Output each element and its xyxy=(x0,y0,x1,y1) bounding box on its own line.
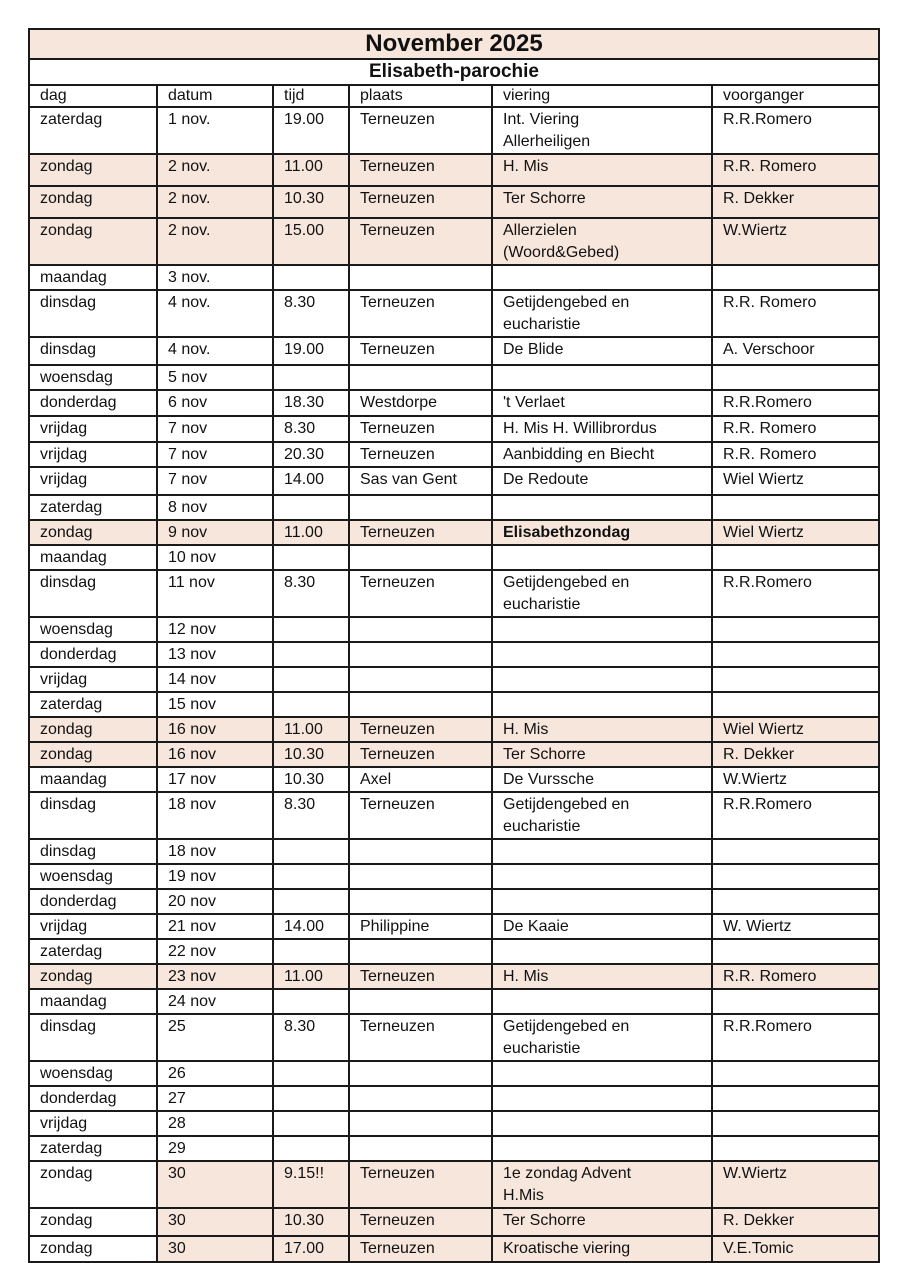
cell-dag: zaterdag xyxy=(29,692,157,717)
table-row xyxy=(29,939,879,964)
table-row xyxy=(29,390,879,416)
cell-voorganger xyxy=(712,495,879,520)
cell-viering xyxy=(492,939,712,964)
cell-viering: 't Verlaet xyxy=(492,390,712,416)
cell-dag: zondag xyxy=(29,520,157,545)
cell-dag: zaterdag xyxy=(29,1136,157,1161)
cell-datum: 8 nov xyxy=(157,495,273,520)
cell-datum: 15 nov xyxy=(157,692,273,717)
cell-tijd xyxy=(273,642,349,667)
cell-voorganger: W.Wiertz xyxy=(712,1161,879,1208)
page-title: November 2025 xyxy=(29,29,879,59)
cell-datum: 30 xyxy=(157,1208,273,1236)
table-row xyxy=(29,365,879,390)
column-header: datum xyxy=(157,85,273,107)
table-row xyxy=(29,570,879,617)
cell-plaats xyxy=(349,1086,492,1111)
cell-datum: 3 nov. xyxy=(157,265,273,290)
cell-datum: 12 nov xyxy=(157,617,273,642)
cell-viering xyxy=(492,1061,712,1086)
cell-datum: 21 nov xyxy=(157,914,273,939)
table-row xyxy=(29,889,879,914)
cell-datum: 11 nov xyxy=(157,570,273,617)
cell-tijd xyxy=(273,1111,349,1136)
cell-viering: Kroatische viering xyxy=(492,1236,712,1262)
cell-plaats xyxy=(349,1061,492,1086)
table-row xyxy=(29,1136,879,1161)
cell-voorganger: R.R. Romero xyxy=(712,964,879,989)
cell-plaats: Sas van Gent xyxy=(349,467,492,495)
table-row xyxy=(29,717,879,742)
column-header: voorganger xyxy=(712,85,879,107)
cell-tijd: 8.30 xyxy=(273,792,349,839)
table-row xyxy=(29,520,879,545)
cell-plaats: Terneuzen xyxy=(349,742,492,767)
cell-datum: 18 nov xyxy=(157,839,273,864)
table-row xyxy=(29,416,879,442)
cell-plaats: Terneuzen xyxy=(349,520,492,545)
cell-viering xyxy=(492,1111,712,1136)
cell-dag: zondag xyxy=(29,964,157,989)
cell-voorganger xyxy=(712,939,879,964)
cell-voorganger: W. Wiertz xyxy=(712,914,879,939)
cell-plaats xyxy=(349,265,492,290)
cell-dag: woensdag xyxy=(29,365,157,390)
cell-plaats xyxy=(349,545,492,570)
table-row xyxy=(29,442,879,467)
cell-dag: woensdag xyxy=(29,1061,157,1086)
cell-viering: Ter Schorre xyxy=(492,186,712,218)
cell-tijd xyxy=(273,667,349,692)
cell-datum: 14 nov xyxy=(157,667,273,692)
cell-dag: vrijdag xyxy=(29,1111,157,1136)
cell-tijd: 9.15!! xyxy=(273,1161,349,1208)
cell-datum: 13 nov xyxy=(157,642,273,667)
cell-plaats: Terneuzen xyxy=(349,1014,492,1061)
cell-voorganger: Wiel Wiertz xyxy=(712,520,879,545)
cell-plaats: Terneuzen xyxy=(349,154,492,186)
column-header: dag xyxy=(29,85,157,107)
cell-viering: Allerzielen (Woord&Gebed) xyxy=(492,218,712,265)
cell-voorganger: R.R. Romero xyxy=(712,442,879,467)
table-row xyxy=(29,337,879,365)
cell-viering: Getijdengebed en eucharistie xyxy=(492,792,712,839)
cell-datum: 20 nov xyxy=(157,889,273,914)
cell-tijd: 19.00 xyxy=(273,337,349,365)
cell-dag: zondag xyxy=(29,1161,157,1208)
table-row xyxy=(29,1111,879,1136)
cell-voorganger: R. Dekker xyxy=(712,742,879,767)
cell-plaats xyxy=(349,617,492,642)
cell-plaats: Terneuzen xyxy=(349,570,492,617)
cell-voorganger: W.Wiertz xyxy=(712,767,879,792)
cell-plaats: Terneuzen xyxy=(349,1161,492,1208)
cell-dag: maandag xyxy=(29,265,157,290)
cell-plaats xyxy=(349,365,492,390)
cell-tijd xyxy=(273,495,349,520)
cell-datum: 16 nov xyxy=(157,742,273,767)
column-header: plaats xyxy=(349,85,492,107)
cell-plaats: Terneuzen xyxy=(349,1208,492,1236)
cell-plaats xyxy=(349,989,492,1014)
table-row xyxy=(29,218,879,265)
cell-datum: 29 xyxy=(157,1136,273,1161)
cell-datum: 10 nov xyxy=(157,545,273,570)
table-row xyxy=(29,467,879,495)
cell-viering xyxy=(492,642,712,667)
cell-viering: Getijdengebed en eucharistie xyxy=(492,290,712,337)
cell-datum: 6 nov xyxy=(157,390,273,416)
table-row xyxy=(29,839,879,864)
column-header: viering xyxy=(492,85,712,107)
table-row xyxy=(29,1014,879,1061)
cell-voorganger xyxy=(712,839,879,864)
cell-viering xyxy=(492,1086,712,1111)
table-row xyxy=(29,767,879,792)
cell-plaats: Westdorpe xyxy=(349,390,492,416)
cell-voorganger xyxy=(712,545,879,570)
schedule-sheet xyxy=(28,28,878,1263)
cell-voorganger: Wiel Wiertz xyxy=(712,717,879,742)
table-row xyxy=(29,692,879,717)
cell-datum: 25 xyxy=(157,1014,273,1061)
cell-viering xyxy=(492,265,712,290)
cell-viering xyxy=(492,667,712,692)
cell-tijd xyxy=(273,864,349,889)
cell-tijd: 14.00 xyxy=(273,914,349,939)
cell-viering: De Blide xyxy=(492,337,712,365)
cell-tijd xyxy=(273,265,349,290)
cell-tijd xyxy=(273,545,349,570)
cell-plaats: Terneuzen xyxy=(349,218,492,265)
cell-plaats xyxy=(349,692,492,717)
cell-tijd: 11.00 xyxy=(273,520,349,545)
cell-voorganger xyxy=(712,617,879,642)
table-row xyxy=(29,495,879,520)
cell-plaats xyxy=(349,1111,492,1136)
table-row xyxy=(29,1236,879,1262)
cell-viering: Getijdengebed en eucharistie xyxy=(492,1014,712,1061)
cell-tijd: 10.30 xyxy=(273,742,349,767)
cell-dag: zondag xyxy=(29,218,157,265)
table-row xyxy=(29,792,879,839)
cell-datum: 9 nov xyxy=(157,520,273,545)
cell-viering: Aanbidding en Biecht xyxy=(492,442,712,467)
cell-plaats: Terneuzen xyxy=(349,717,492,742)
cell-viering xyxy=(492,839,712,864)
cell-voorganger: R.R.Romero xyxy=(712,390,879,416)
header-row xyxy=(29,85,879,107)
cell-plaats: Terneuzen xyxy=(349,792,492,839)
table-row xyxy=(29,914,879,939)
cell-dag: zondag xyxy=(29,1236,157,1262)
cell-voorganger: V.E.Tomic xyxy=(712,1236,879,1262)
cell-tijd: 17.00 xyxy=(273,1236,349,1262)
cell-tijd xyxy=(273,1086,349,1111)
cell-tijd xyxy=(273,1061,349,1086)
cell-plaats xyxy=(349,495,492,520)
cell-datum: 2 nov. xyxy=(157,154,273,186)
cell-datum: 7 nov xyxy=(157,416,273,442)
table-row xyxy=(29,742,879,767)
cell-datum: 23 nov xyxy=(157,964,273,989)
cell-tijd xyxy=(273,989,349,1014)
cell-dag: zondag xyxy=(29,742,157,767)
cell-plaats xyxy=(349,889,492,914)
table-row xyxy=(29,290,879,337)
cell-voorganger: A. Verschoor xyxy=(712,337,879,365)
cell-dag: dinsdag xyxy=(29,839,157,864)
cell-tijd: 10.30 xyxy=(273,767,349,792)
cell-viering xyxy=(492,1136,712,1161)
cell-datum: 2 nov. xyxy=(157,218,273,265)
cell-viering: H. Mis H. Willibrordus xyxy=(492,416,712,442)
table-row xyxy=(29,545,879,570)
cell-plaats: Terneuzen xyxy=(349,964,492,989)
cell-viering xyxy=(492,692,712,717)
cell-voorganger xyxy=(712,1061,879,1086)
cell-tijd xyxy=(273,1136,349,1161)
cell-dag: dinsdag xyxy=(29,1014,157,1061)
cell-plaats: Terneuzen xyxy=(349,1236,492,1262)
cell-datum: 4 nov. xyxy=(157,337,273,365)
cell-datum: 27 xyxy=(157,1086,273,1111)
cell-dag: donderdag xyxy=(29,642,157,667)
cell-datum: 4 nov. xyxy=(157,290,273,337)
cell-datum: 1 nov. xyxy=(157,107,273,154)
cell-voorganger: W.Wiertz xyxy=(712,218,879,265)
cell-voorganger xyxy=(712,1111,879,1136)
cell-datum: 18 nov xyxy=(157,792,273,839)
cell-tijd: 10.30 xyxy=(273,1208,349,1236)
cell-viering: H. Mis xyxy=(492,717,712,742)
cell-viering xyxy=(492,617,712,642)
table-row xyxy=(29,1086,879,1111)
cell-tijd: 20.30 xyxy=(273,442,349,467)
cell-dag: donderdag xyxy=(29,889,157,914)
cell-viering xyxy=(492,545,712,570)
cell-tijd: 8.30 xyxy=(273,570,349,617)
schedule-table xyxy=(28,28,880,1263)
cell-tijd: 15.00 xyxy=(273,218,349,265)
cell-plaats: Terneuzen xyxy=(349,107,492,154)
cell-tijd xyxy=(273,889,349,914)
cell-dag: zaterdag xyxy=(29,939,157,964)
cell-datum: 7 nov xyxy=(157,442,273,467)
cell-dag: dinsdag xyxy=(29,792,157,839)
cell-viering: De Kaaie xyxy=(492,914,712,939)
cell-tijd: 11.00 xyxy=(273,154,349,186)
cell-dag: woensdag xyxy=(29,617,157,642)
cell-datum: 28 xyxy=(157,1111,273,1136)
cell-plaats: Terneuzen xyxy=(349,416,492,442)
cell-datum: 30 xyxy=(157,1236,273,1262)
cell-dag: zondag xyxy=(29,717,157,742)
cell-dag: dinsdag xyxy=(29,570,157,617)
cell-dag: woensdag xyxy=(29,864,157,889)
cell-tijd: 11.00 xyxy=(273,717,349,742)
cell-datum: 19 nov xyxy=(157,864,273,889)
cell-tijd xyxy=(273,617,349,642)
table-row xyxy=(29,642,879,667)
cell-voorganger xyxy=(712,365,879,390)
cell-datum: 17 nov xyxy=(157,767,273,792)
cell-tijd xyxy=(273,692,349,717)
cell-viering: Getijdengebed en eucharistie xyxy=(492,570,712,617)
table-row xyxy=(29,964,879,989)
cell-dag: vrijdag xyxy=(29,416,157,442)
cell-viering: Ter Schorre xyxy=(492,1208,712,1236)
cell-voorganger: R.R. Romero xyxy=(712,416,879,442)
cell-dag: dinsdag xyxy=(29,290,157,337)
cell-dag: zondag xyxy=(29,1208,157,1236)
cell-dag: maandag xyxy=(29,989,157,1014)
cell-voorganger xyxy=(712,642,879,667)
cell-plaats xyxy=(349,642,492,667)
cell-dag: vrijdag xyxy=(29,914,157,939)
cell-voorganger xyxy=(712,692,879,717)
table-row xyxy=(29,265,879,290)
table-row xyxy=(29,864,879,889)
cell-dag: zondag xyxy=(29,186,157,218)
cell-voorganger: R. Dekker xyxy=(712,1208,879,1236)
table-row xyxy=(29,617,879,642)
cell-viering: H. Mis xyxy=(492,154,712,186)
cell-dag: vrijdag xyxy=(29,667,157,692)
table-row xyxy=(29,1161,879,1208)
cell-plaats xyxy=(349,939,492,964)
cell-viering xyxy=(492,495,712,520)
cell-voorganger xyxy=(712,1086,879,1111)
cell-dag: zondag xyxy=(29,154,157,186)
cell-plaats: Terneuzen xyxy=(349,337,492,365)
cell-plaats xyxy=(349,1136,492,1161)
cell-viering: De Redoute xyxy=(492,467,712,495)
cell-tijd: 8.30 xyxy=(273,416,349,442)
cell-datum: 2 nov. xyxy=(157,186,273,218)
table-row xyxy=(29,186,879,218)
cell-dag: vrijdag xyxy=(29,467,157,495)
cell-viering xyxy=(492,864,712,889)
cell-viering xyxy=(492,889,712,914)
cell-plaats: Philippine xyxy=(349,914,492,939)
cell-tijd: 11.00 xyxy=(273,964,349,989)
cell-dag: zaterdag xyxy=(29,495,157,520)
cell-datum: 26 xyxy=(157,1061,273,1086)
cell-plaats: Axel xyxy=(349,767,492,792)
cell-tijd: 8.30 xyxy=(273,1014,349,1061)
cell-datum: 5 nov xyxy=(157,365,273,390)
cell-viering: Int. Viering Allerheiligen xyxy=(492,107,712,154)
cell-tijd: 18.30 xyxy=(273,390,349,416)
cell-viering xyxy=(492,989,712,1014)
cell-voorganger xyxy=(712,989,879,1014)
table-row xyxy=(29,1208,879,1236)
parish-subtitle: Elisabeth-parochie xyxy=(29,59,879,85)
cell-datum: 24 nov xyxy=(157,989,273,1014)
cell-voorganger: R. Dekker xyxy=(712,186,879,218)
cell-dag: dinsdag xyxy=(29,337,157,365)
cell-plaats: Terneuzen xyxy=(349,186,492,218)
cell-datum: 22 nov xyxy=(157,939,273,964)
cell-voorganger: R.R. Romero xyxy=(712,154,879,186)
cell-tijd: 10.30 xyxy=(273,186,349,218)
cell-voorganger: R.R.Romero xyxy=(712,107,879,154)
cell-dag: maandag xyxy=(29,545,157,570)
cell-datum: 16 nov xyxy=(157,717,273,742)
cell-plaats xyxy=(349,839,492,864)
table-row xyxy=(29,1061,879,1086)
cell-tijd: 19.00 xyxy=(273,107,349,154)
cell-viering: 1e zondag Advent H.Mis xyxy=(492,1161,712,1208)
cell-voorganger xyxy=(712,667,879,692)
cell-dag: donderdag xyxy=(29,390,157,416)
cell-voorganger: R.R.Romero xyxy=(712,570,879,617)
cell-dag: vrijdag xyxy=(29,442,157,467)
cell-voorganger: R.R.Romero xyxy=(712,1014,879,1061)
cell-voorganger: Wiel Wiertz xyxy=(712,467,879,495)
table-row xyxy=(29,989,879,1014)
cell-voorganger xyxy=(712,265,879,290)
cell-plaats: Terneuzen xyxy=(349,290,492,337)
cell-viering: H. Mis xyxy=(492,964,712,989)
cell-plaats xyxy=(349,864,492,889)
table-row xyxy=(29,667,879,692)
cell-tijd: 8.30 xyxy=(273,290,349,337)
cell-plaats: Terneuzen xyxy=(349,442,492,467)
cell-tijd xyxy=(273,365,349,390)
cell-viering: De Vurssche xyxy=(492,767,712,792)
cell-plaats xyxy=(349,667,492,692)
cell-voorganger: R.R.Romero xyxy=(712,792,879,839)
cell-viering xyxy=(492,365,712,390)
cell-voorganger xyxy=(712,1136,879,1161)
cell-dag: zaterdag xyxy=(29,107,157,154)
cell-tijd: 14.00 xyxy=(273,467,349,495)
cell-voorganger xyxy=(712,889,879,914)
cell-viering: Elisabethzondag xyxy=(492,520,712,545)
cell-dag: donderdag xyxy=(29,1086,157,1111)
cell-voorganger xyxy=(712,864,879,889)
cell-voorganger: R.R. Romero xyxy=(712,290,879,337)
cell-dag: maandag xyxy=(29,767,157,792)
cell-datum: 7 nov xyxy=(157,467,273,495)
cell-viering: Ter Schorre xyxy=(492,742,712,767)
column-header: tijd xyxy=(273,85,349,107)
cell-tijd xyxy=(273,939,349,964)
table-row xyxy=(29,154,879,186)
table-row xyxy=(29,107,879,154)
cell-tijd xyxy=(273,839,349,864)
cell-datum: 30 xyxy=(157,1161,273,1208)
